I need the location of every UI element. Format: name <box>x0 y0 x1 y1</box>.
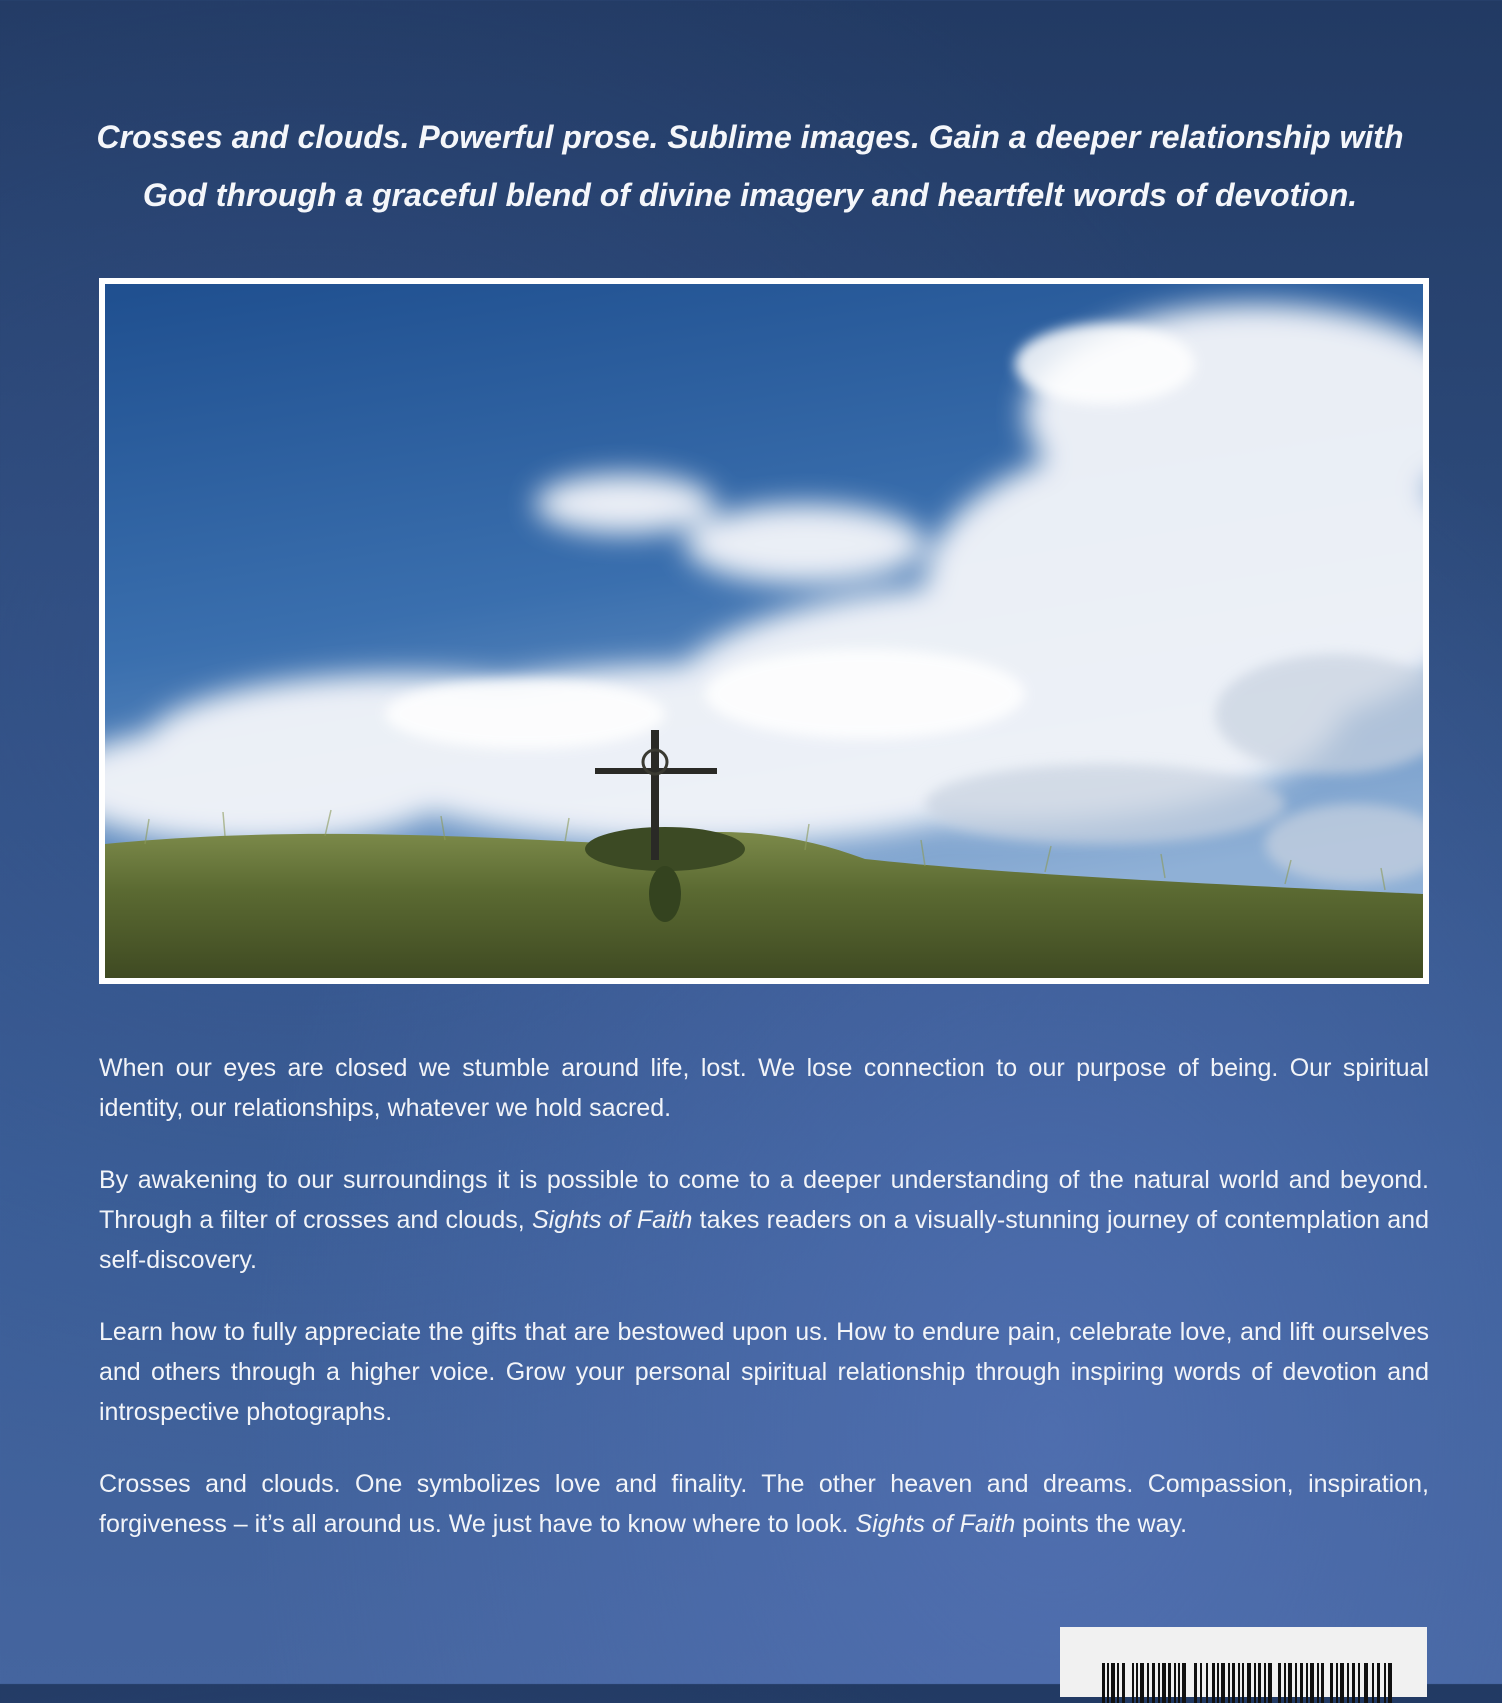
description-paragraph-1 <box>99 1048 1429 1128</box>
cross-on-hill-photo <box>105 284 1423 978</box>
paragraph-2-text-end: takes readers on a visually-stunning journey of contemplation and self-discovery. <box>99 1206 1429 1274</box>
tagline-line-1: Crosses and clouds. Powerful prose. Sublime images. Gain a deeper relationship with <box>96 119 1404 155</box>
cross-photo-frame <box>99 278 1429 984</box>
description-paragraph-4 <box>99 1464 1429 1544</box>
paragraph-2-text-start: By awakening to our surroundings it is possible to come to a deeper understanding of the natural world and beyond. Through a filter of crosses and clouds, <box>99 1166 1429 1234</box>
tagline-line-2: God through a graceful blend of divine imagery and heartfelt words of devotion. <box>142 177 1358 213</box>
book-title-italic: Sights of Faith <box>531 1206 693 1234</box>
paragraph-4-text-start: Crosses and clouds. One symbolizes love and finality. The other heaven and dreams. Compassion, inspiration, forgiveness – it’s all around us. We just have to know where to look. <box>99 1470 1429 1538</box>
back-cover-description <box>99 1048 1429 1576</box>
paragraph-4-text-end: points the way. <box>1015 1510 1188 1538</box>
back-cover-tagline <box>60 108 1440 224</box>
paragraph-1-text: When our eyes are closed we stumble around life, lost. We lose connection to our purpose of being. Our spiritual identity, our relationships, whatever we hold sacred. <box>99 1054 1429 1122</box>
description-paragraph-2 <box>99 1160 1429 1280</box>
book-title-italic: Sights of Faith <box>855 1510 1016 1538</box>
paragraph-3-text: Learn how to fully appreciate the gifts that are bestowed upon us. How to endure pain, celebrate love, and lift ourselves and others through a higher voice. Grow your personal spiritual relationship through inspiring words of devotion and introspective photographs. <box>99 1318 1429 1426</box>
isbn-barcode <box>1102 1663 1392 1703</box>
description-paragraph-3 <box>99 1312 1429 1432</box>
barcode-area <box>1060 1627 1427 1697</box>
